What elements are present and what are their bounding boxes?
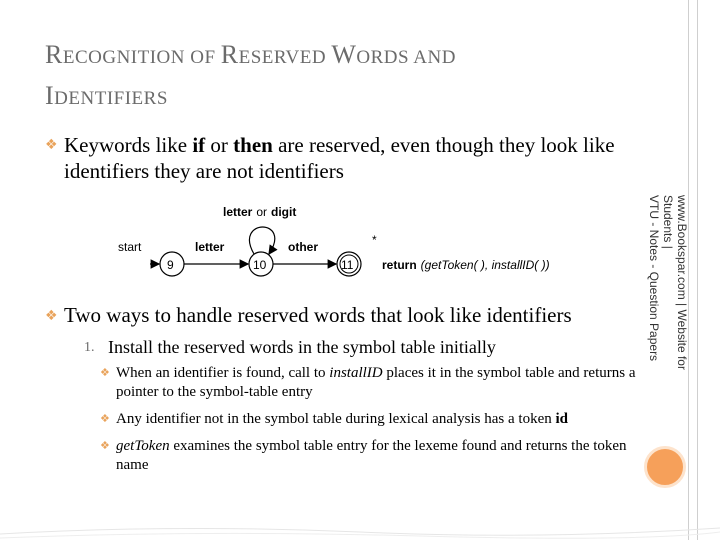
bullet-icon: ❖ [45,137,58,153]
side-watermark [645,195,689,405]
side-text-line1: www.Bookspar.com | Website for Students | [661,195,689,370]
loop-label-part1: letter [223,205,253,219]
sub-item-install: Install the reserved words in the symbol table initially [108,337,496,357]
edge-letter-label: letter [195,240,225,254]
svg-text:return(getToken( ), installID [382,258,550,272]
detail-token-id: Any identifier not in the symbol table during lexical analysis has a token id [116,411,568,427]
border-line [697,0,698,540]
transition-diagram [115,200,585,290]
slide-title: RECOGNITION OF RESERVED WORDS AND IDENTIFIERS [45,40,456,110]
bullet-icon: ❖ [100,412,110,425]
bullet-icon: ❖ [100,439,110,452]
state-10-label: 10 [253,258,267,272]
state-9-label: 9 [167,258,174,272]
side-text-line2: VTU - Notes - Question Papers [647,195,661,362]
loop-edge-10 [249,227,274,254]
list-number: 1. [84,340,95,355]
return-keyword: return [382,258,417,272]
detail-installid: When an identifier is found, call to installID places it in the symbol table and returns a pointer to the symbol-table entry [116,365,636,400]
bullet-icon: ❖ [100,366,110,379]
retract-star: * [372,233,377,247]
loop-label-or: or [256,205,268,219]
bullet-keywords: Keywords like if or then are reserved, even though they look like identifiers they are not identifiers [64,133,615,183]
return-expression: (getToken( ), installID( )) [420,258,550,272]
loop-label-part2: digit [271,205,297,219]
start-label: start [118,240,142,254]
bottom-wave-decoration [0,512,720,540]
edge-other-label: other [288,240,318,254]
bullet-two-ways: Two ways to handle reserved words that look like identifiers [64,303,572,327]
detail-gettoken: getToken examines the symbol table entry for the lexeme found and returns the token name [116,438,627,473]
bullet-icon: ❖ [45,308,58,324]
svg-text:letterordigit [223,205,296,219]
state-11-label: 11 [341,258,354,272]
